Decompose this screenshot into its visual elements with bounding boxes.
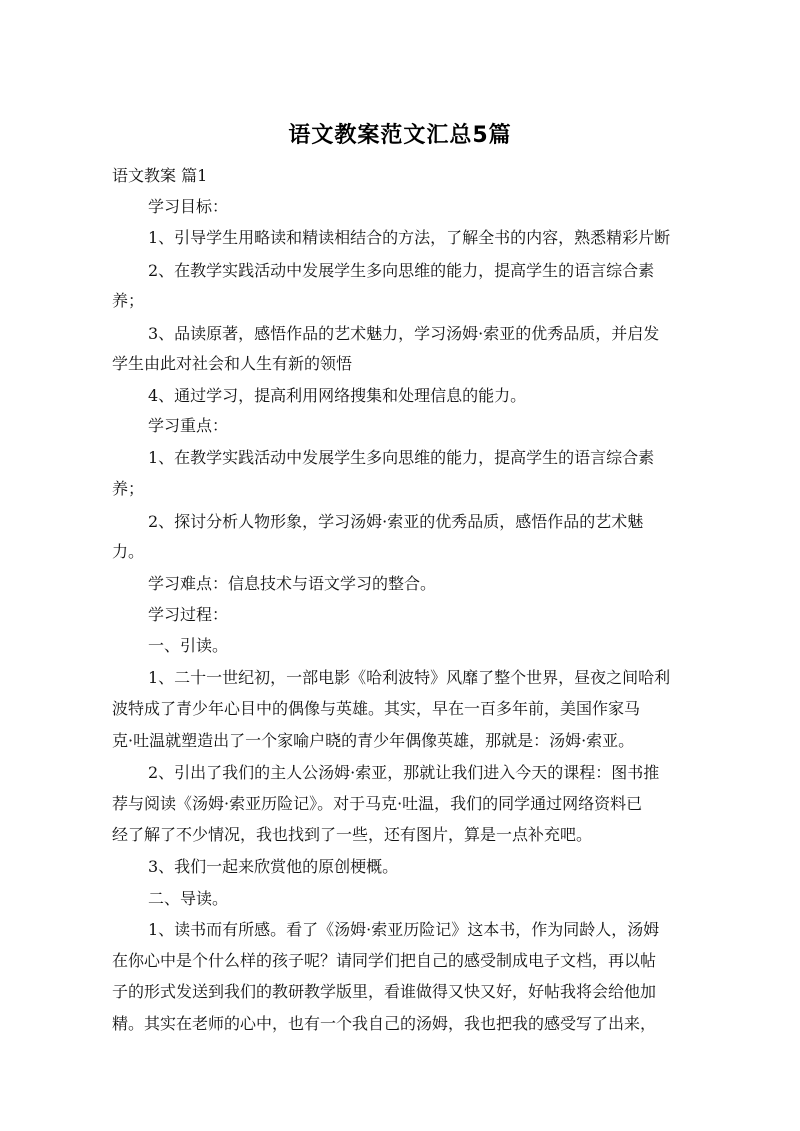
paragraph-line: 1、读书而有所感。看了《汤姆·索亚历险记》这本书，作为同龄人，汤姆: [148, 920, 660, 939]
document-title: 语文教案范文汇总5篇: [288, 123, 512, 148]
paragraph-line: 力。: [112, 542, 145, 561]
paragraph-line: 学生由此对社会和人生有新的领悟: [112, 354, 353, 373]
paragraph-line: 学习过程：: [148, 605, 229, 624]
paragraph-line: 1、引导学生用略读和精读相结合的方法，了解全书的内容，熟悉精彩片断: [148, 228, 671, 247]
paragraph-line: 4、通过学习，提高利用网络搜集和处理信息的能力。: [148, 386, 527, 405]
paragraph-line: 克·吐温就塑造出了一个家喻户晓的青少年偶像英雄，那就是：汤姆·索亚。: [112, 731, 635, 750]
paragraph-line: 精。其实在老师的心中，也有一个我自己的汤姆，我也把我的感受写了出来，: [112, 1014, 657, 1033]
paragraph-line: 经了解了不少情况，我也找到了一些，还有图片，算是一点补充吧。: [112, 825, 593, 844]
paragraph-line: 3、品读原著，感悟作品的艺术魅力，学习汤姆·索亚的优秀品质，并启发: [148, 324, 660, 343]
paragraph-line: 在你心中是个什么样的孩子呢？请同学们把自己的感受制成电子文档，再以帖: [112, 951, 657, 970]
section-heading: 语文教案 篇1: [112, 166, 208, 185]
paragraph-line: 2、探讨分析人物形象，学习汤姆·索亚的优秀品质，感悟作品的艺术魅: [148, 512, 644, 531]
paragraph-line: 2、引出了我们的主人公汤姆·索亚，那就让我们进入今天的课程：图书推: [148, 763, 660, 782]
paragraph-line: 养；: [112, 291, 145, 310]
paragraph-line: 学习难点：信息技术与语文学习的整合。: [148, 574, 437, 593]
paragraph-line: 波特成了青少年心目中的偶像与英雄。其实，早在一百多年前，美国作家马: [112, 699, 641, 718]
paragraph-line: 学习重点：: [148, 416, 229, 435]
paragraph-line: 3、我们一起来欣赏他的原创梗概。: [148, 857, 399, 876]
paragraph-line: 1、在教学实践活动中发展学生多向思维的能力，提高学生的语言综合素: [148, 448, 655, 467]
paragraph-line: 1、二十一世纪初，一部电影《哈利波特》风靡了整个世界，昼夜之间哈利: [148, 668, 671, 687]
paragraph-line: 一、引读。: [148, 636, 229, 655]
paragraph-line: 2、在教学实践活动中发展学生多向思维的能力，提高学生的语言综合素: [148, 261, 655, 280]
paragraph-line: 学习目标：: [148, 197, 229, 216]
paragraph-line: 子的形式发送到我们的教研教学版里，看谁做得又快又好，好帖我将会给他加: [112, 982, 657, 1001]
paragraph-line: 二、导读。: [148, 889, 229, 908]
paragraph-line: 养；: [112, 479, 145, 498]
paragraph-line: 荐与阅读《汤姆·索亚历险记》。对于马克·吐温，我们的同学通过网络资料已: [112, 794, 643, 813]
